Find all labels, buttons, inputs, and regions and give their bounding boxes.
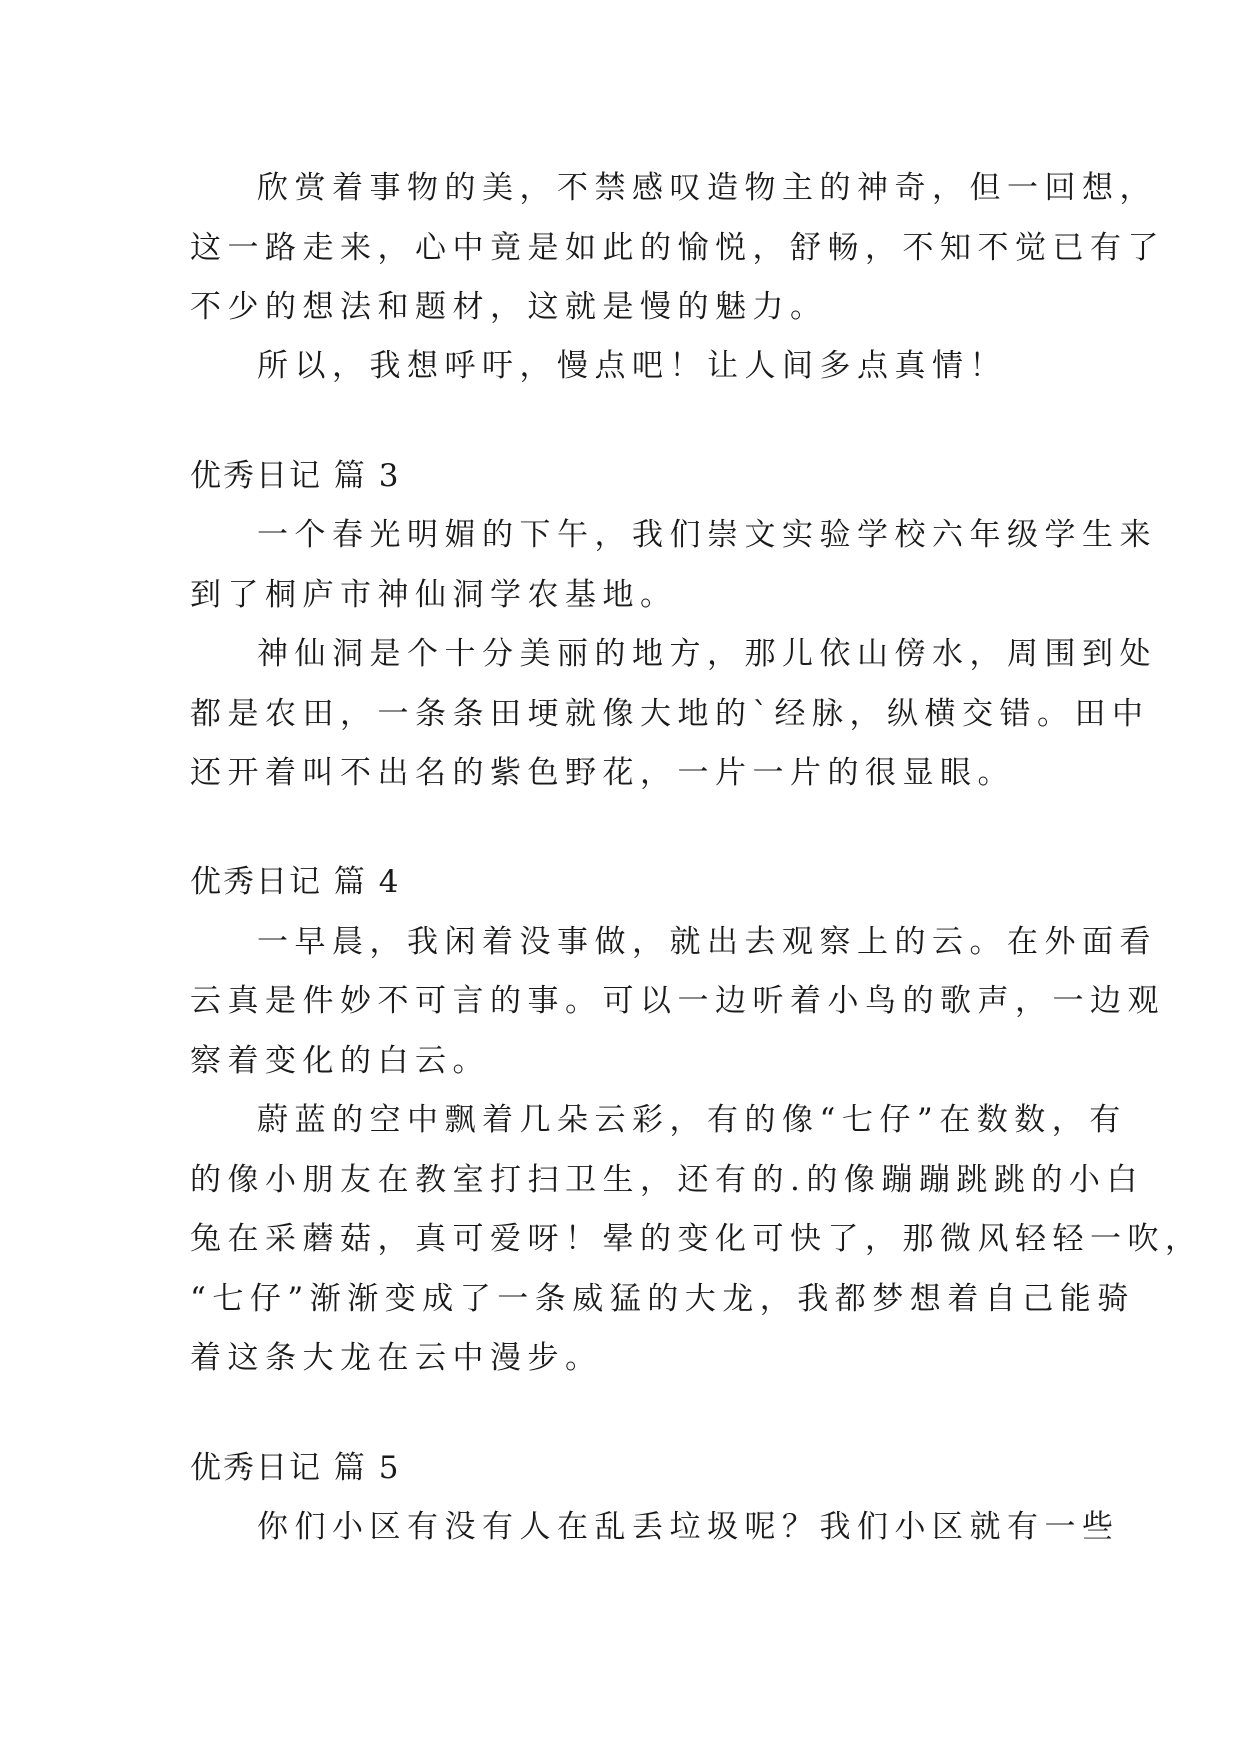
paragraph-line: 不少的想法和题材，这就是慢的魅力。 [190, 289, 828, 325]
paragraph-line: 着这条大龙在云中漫步。 [190, 1340, 603, 1376]
paragraph-line: 一个春光明媚的下午，我们崇文实验学校六年级学生来 [257, 517, 1157, 553]
paragraph-line: 还开着叫不出名的紫色野花，一片一片的很显眼。 [190, 755, 1015, 791]
paragraph-line: 的像小朋友在教室打扫卫生，还有的.的像蹦蹦跳跳的小白 [190, 1162, 1144, 1198]
paragraph-line: “七仔”渐渐变成了一条威猛的大龙，我都梦想着自己能骑 [190, 1281, 1135, 1317]
paragraph-line: 这一路走来，心中竟是如此的愉悦，舒畅，不知不觉已有了 [190, 230, 1165, 266]
paragraph-line: 一早晨，我闲着没事做，就出去观察上的云。在外面看 [257, 924, 1157, 960]
section-heading: 优秀日记 篇 5 [190, 1450, 401, 1486]
paragraph-line: 欣赏着事物的美，不禁感叹造物主的神奇，但一回想， [257, 170, 1157, 206]
paragraph-line: 云真是件妙不可言的事。可以一边听着小鸟的歌声，一边观 [190, 983, 1165, 1019]
paragraph-line: 你们小区有没有人在乱丢垃圾呢？我们小区就有一些 [257, 1509, 1120, 1545]
paragraph-line: 所以，我想呼吁，慢点吧！让人间多点真情！ [257, 348, 1007, 384]
section-heading: 优秀日记 篇 4 [190, 864, 401, 900]
paragraph-line: 察着变化的白云。 [190, 1043, 490, 1079]
paragraph-line: 神仙洞是个十分美丽的地方，那儿依山傍水，周围到处 [257, 636, 1157, 672]
paragraph-line: 都是农田，一条条田埂就像大地的`经脉，纵横交错。田中 [190, 696, 1150, 732]
section-heading: 优秀日记 篇 3 [190, 458, 401, 494]
paragraph-line: 蔚蓝的空中飘着几朵云彩，有的像“七仔”在数数，有 [257, 1102, 1127, 1138]
paragraph-line: 到了桐庐市神仙洞学农基地。 [190, 577, 678, 613]
paragraph-line: 兔在采蘑菇，真可爱呀！晕的变化可快了，那微风轻轻一吹， [190, 1221, 1203, 1257]
